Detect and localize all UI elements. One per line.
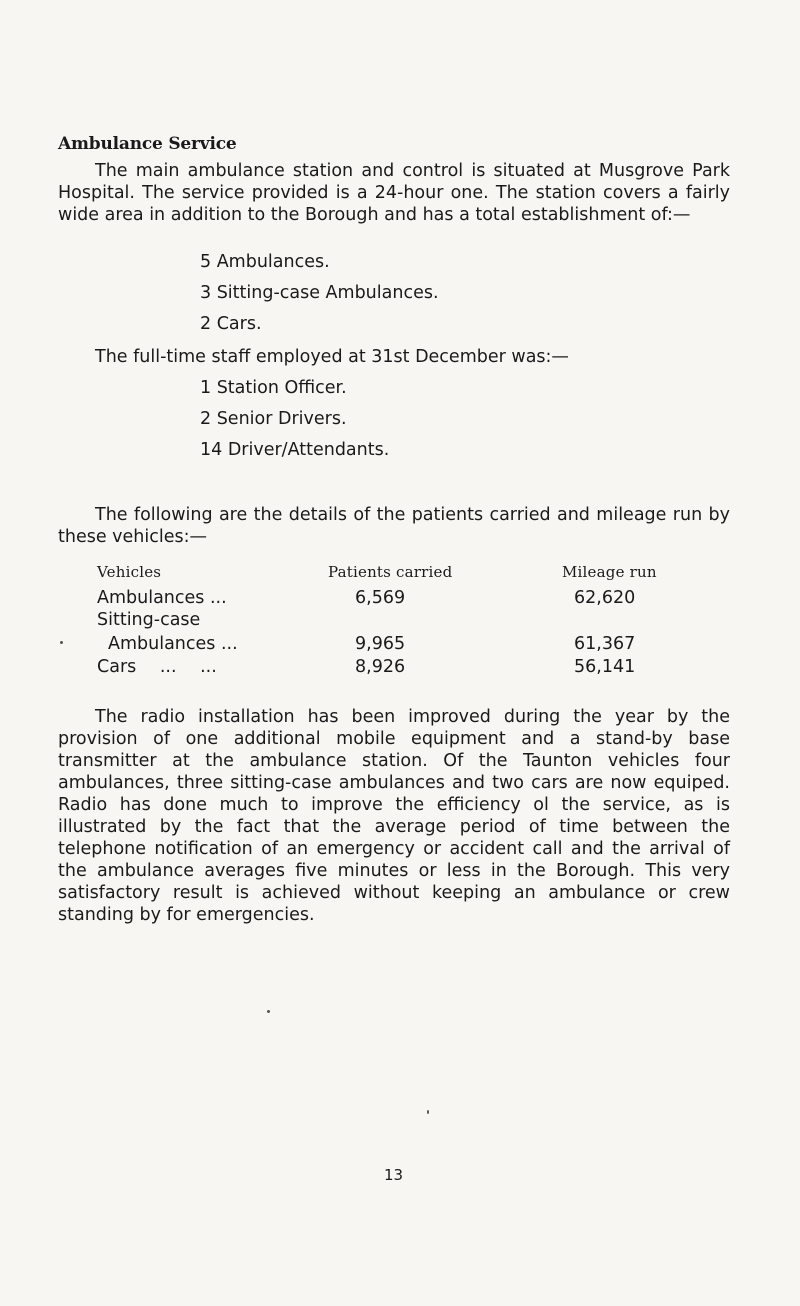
table-cell-mileage: 62,620 (574, 588, 636, 608)
table-cell-vehicle: Cars ... ... (97, 657, 217, 677)
paper-speck (427, 1110, 429, 1114)
table-cell-patients: 9,965 (355, 634, 406, 654)
list-item: 1 Station Officer. (200, 378, 347, 398)
table-cell-patients: 6,569 (355, 588, 406, 608)
table-cell-vehicle: Sitting-case (97, 610, 201, 630)
table-cell-mileage: 61,367 (574, 634, 636, 654)
page-number: 13 (384, 1166, 404, 1184)
table-cell-vehicle: Ambulances ... (108, 634, 238, 654)
column-header-patients: Patients carried (328, 563, 453, 581)
table-cell-vehicle: Ambulances ... (97, 588, 227, 608)
paper-speck (267, 1010, 270, 1013)
table-cell-patients: 8,926 (355, 657, 406, 677)
radio-paragraph: The radio installation has been improved during the year by the provision of one additional mobile equipment and a stand-by base transmitter at the ambulance station. Of the Taunton vehicles four ambulances, three sitting-case ambulances and two cars are now equiped. Radio has done much to improve the efficiency ol the service, as is illustrated by the fact that the average period of time between the telephone notification of an emergency or accident call and the arrival of the ambulance averages five minutes or less in the Borough. This very satisfactory result is achieved without keeping an ambulance or crew standing by for emergencies. (58, 707, 730, 925)
column-header-vehicles: Vehicles (97, 563, 162, 581)
staff-intro-paragraph: The full-time staff employed at 31st December was:— (95, 347, 569, 367)
list-item: 2 Cars. (200, 314, 262, 334)
paper-speck (60, 641, 63, 644)
table-intro-paragraph: The following are the details of the patients carried and mileage run by these vehicles:— (58, 505, 730, 547)
section-heading: Ambulance Service (58, 134, 237, 154)
list-item: 2 Senior Drivers. (200, 409, 347, 429)
staff-list (200, 377, 389, 470)
list-item: 14 Driver/Attendants. (200, 440, 390, 460)
intro-paragraph: The main ambulance station and control is situated at Musgrove Park Hospital. The service provided is a 24-hour one. The station covers a fairly wide area in addition to the Borough and has a total establishment of:— (58, 161, 730, 225)
table-cell-mileage: 56,141 (574, 657, 636, 677)
column-header-mileage: Mileage run (562, 563, 657, 581)
vehicle-establishment-list (200, 251, 439, 344)
list-item: 3 Sitting-case Ambulances. (200, 283, 439, 303)
list-item: 5 Ambulances. (200, 252, 330, 272)
